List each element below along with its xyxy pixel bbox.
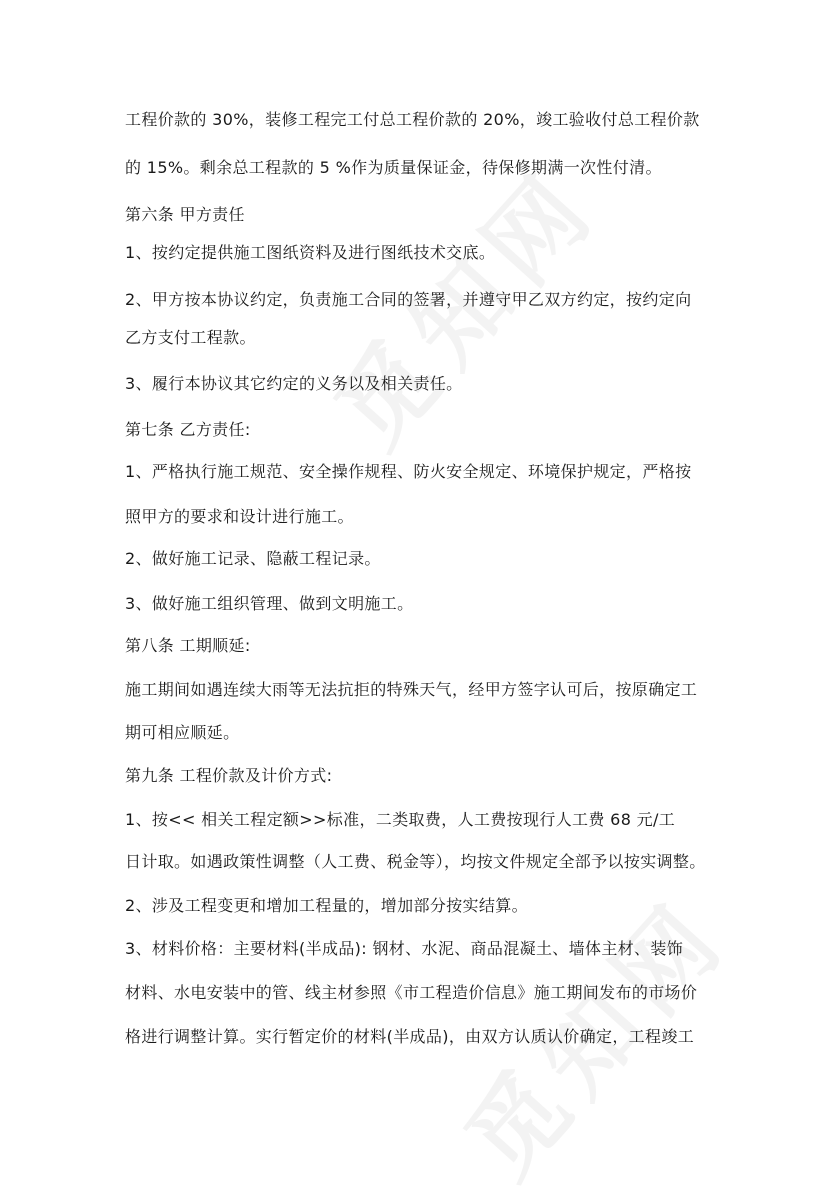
paragraph-line: 材料、水电安装中的管、线主材参照《市工程造价信息》施工期间发布的市场价 bbox=[125, 983, 698, 1002]
paragraph-line: 格进行调整计算。实行暂定价的材料(半成品)，由双方认质认价确定，工程竣工 bbox=[125, 1027, 695, 1046]
paragraph-line: 1、按<< 相关工程定额>>标准，二类取费，人工费按现行人工费 68 元/工 bbox=[125, 810, 676, 829]
paragraph-line: 2、甲方按本协议约定，负责施工合同的签署，并遵守甲乙双方约定，按约定向 bbox=[125, 290, 692, 309]
paragraph-line: 1、严格执行施工规范、安全操作规程、防火安全规定、环境保护规定，严格按 bbox=[125, 462, 692, 481]
paragraph-line: 2、涉及工程变更和增加工程量的，增加部分按实结算。 bbox=[125, 896, 528, 915]
section-heading: 第六条 甲方责任 bbox=[125, 205, 245, 224]
paragraph-line: 期可相应顺延。 bbox=[125, 723, 240, 742]
paragraph-line: 1、按约定提供施工图纸资料及进行图纸技术交底。 bbox=[125, 243, 496, 262]
paragraph-line: 照甲方的要求和设计进行施工。 bbox=[125, 507, 354, 526]
section-heading: 第九条 工程价款及计价方式: bbox=[125, 766, 333, 785]
paragraph-line: 的 15%。剩余总工程款的 5 %作为质量保证金，待保修期满一次性付清。 bbox=[125, 158, 662, 177]
paragraph-line: 日计取。如遇政策性调整（人工费、税金等），均按文件规定全部予以按实调整。 bbox=[125, 852, 706, 871]
paragraph-line: 乙方支付工程款。 bbox=[125, 328, 256, 347]
section-heading: 第八条 工期顺延: bbox=[125, 636, 251, 655]
paragraph-line: 3、履行本协议其它约定的义务以及相关责任。 bbox=[125, 374, 463, 393]
paragraph-line: 3、做好施工组织管理、做到文明施工。 bbox=[125, 594, 414, 613]
paragraph-line: 2、做好施工记录、隐蔽工程记录。 bbox=[125, 549, 381, 568]
section-heading: 第七条 乙方责任: bbox=[125, 420, 251, 439]
paragraph-line: 工程价款的 30%，装修工程完工付总工程价款的 20%，竣工验收付总工程价款 bbox=[125, 110, 700, 129]
paragraph-line: 施工期间如遇连续大雨等无法抗拒的特殊天气，经甲方签字认可后，按原确定工 bbox=[125, 680, 698, 699]
paragraph-line: 3、材料价格：主要材料(半成品): 钢材、水泥、商品混凝土、墙体主材、装饰 bbox=[125, 939, 684, 958]
